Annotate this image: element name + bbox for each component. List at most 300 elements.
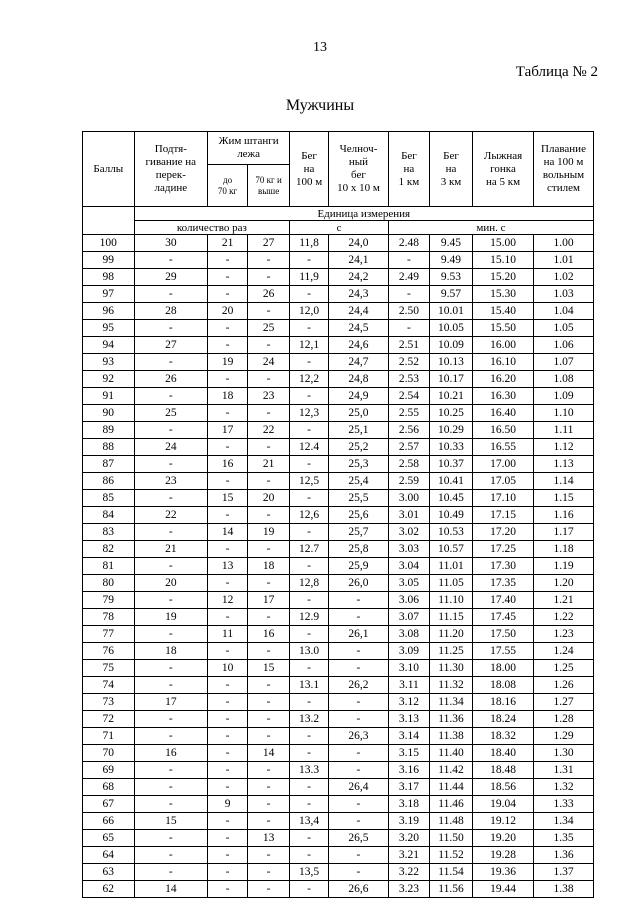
table-row xyxy=(83,796,594,813)
cell-bench-70-plus: - xyxy=(248,847,290,864)
cell-bench-70-plus: 18 xyxy=(248,558,290,575)
cell-run-1km: 2.53 xyxy=(388,371,429,388)
cell-bench-70-plus: 15 xyxy=(248,660,290,677)
cell-swim-100m: 1.06 xyxy=(534,337,594,354)
header-unit-minutes: мин. с xyxy=(388,221,593,235)
cell-pullups: 23 xyxy=(134,473,208,490)
cell-bench-under-70: 19 xyxy=(208,354,248,371)
cell-shuttle-run: - xyxy=(329,796,389,813)
header-ski-5km: Лыжная гонка на 5 км xyxy=(473,132,534,207)
cell-ski-5km: 16.40 xyxy=(473,405,534,422)
cell-ski-5km: 17.40 xyxy=(473,592,534,609)
cell-run-100m: 12,5 xyxy=(290,473,329,490)
cell-ski-5km: 16.10 xyxy=(473,354,534,371)
cell-points: 74 xyxy=(83,677,135,694)
cell-run-3km: 9.53 xyxy=(429,269,472,286)
cell-bench-70-plus: 21 xyxy=(248,456,290,473)
cell-bench-under-70: - xyxy=(208,371,248,388)
cell-swim-100m: 1.21 xyxy=(534,592,594,609)
cell-points: 99 xyxy=(83,252,135,269)
cell-ski-5km: 19.04 xyxy=(473,796,534,813)
cell-points: 93 xyxy=(83,354,135,371)
standards-table xyxy=(82,131,594,898)
cell-ski-5km: 18.16 xyxy=(473,694,534,711)
cell-run-3km: 10.29 xyxy=(429,422,472,439)
cell-ski-5km: 19.12 xyxy=(473,813,534,830)
cell-run-100m: 12,1 xyxy=(290,337,329,354)
cell-run-3km: 10.53 xyxy=(429,524,472,541)
cell-pullups: - xyxy=(134,286,208,303)
cell-bench-70-plus: - xyxy=(248,337,290,354)
cell-swim-100m: 1.30 xyxy=(534,745,594,762)
cell-points: 85 xyxy=(83,490,135,507)
cell-run-100m: - xyxy=(290,558,329,575)
cell-pullups: - xyxy=(134,456,208,473)
cell-swim-100m: 1.27 xyxy=(534,694,594,711)
cell-run-3km: 10.09 xyxy=(429,337,472,354)
cell-shuttle-run: 26,4 xyxy=(329,779,389,796)
cell-bench-under-70: - xyxy=(208,711,248,728)
cell-run-100m: 13.2 xyxy=(290,711,329,728)
cell-run-100m: - xyxy=(290,354,329,371)
cell-ski-5km: 19.20 xyxy=(473,830,534,847)
cell-shuttle-run: - xyxy=(329,660,389,677)
cell-bench-under-70: 18 xyxy=(208,388,248,405)
cell-ski-5km: 18.08 xyxy=(473,677,534,694)
cell-pullups: - xyxy=(134,320,208,337)
cell-swim-100m: 1.09 xyxy=(534,388,594,405)
cell-pullups: - xyxy=(134,864,208,881)
cell-pullups: - xyxy=(134,626,208,643)
cell-shuttle-run: 24,5 xyxy=(329,320,389,337)
cell-bench-under-70: - xyxy=(208,694,248,711)
cell-bench-under-70: 14 xyxy=(208,524,248,541)
table-row xyxy=(83,354,594,371)
header-shuttle-run: Челноч- ный бег 10 х 10 м xyxy=(329,132,389,207)
cell-shuttle-run: 24,7 xyxy=(329,354,389,371)
table-row xyxy=(83,813,594,830)
header-run-100m: Бег на 100 м xyxy=(290,132,329,207)
cell-shuttle-run: 24,6 xyxy=(329,337,389,354)
cell-shuttle-run: 25,1 xyxy=(329,422,389,439)
cell-run-3km: 11.25 xyxy=(429,643,472,660)
cell-bench-under-70: - xyxy=(208,286,248,303)
page-number: 13 xyxy=(313,40,327,55)
cell-bench-70-plus: - xyxy=(248,541,290,558)
cell-points: 86 xyxy=(83,473,135,490)
cell-points: 63 xyxy=(83,864,135,881)
cell-run-100m: - xyxy=(290,779,329,796)
cell-run-100m: - xyxy=(290,388,329,405)
cell-run-3km: 10.05 xyxy=(429,320,472,337)
cell-ski-5km: 18.56 xyxy=(473,779,534,796)
table-row xyxy=(83,269,594,286)
cell-ski-5km: 17.45 xyxy=(473,609,534,626)
cell-shuttle-run: 25,8 xyxy=(329,541,389,558)
cell-ski-5km: 17.35 xyxy=(473,575,534,592)
cell-run-1km: 2.48 xyxy=(388,235,429,252)
table-row xyxy=(83,660,594,677)
cell-run-100m: 11,8 xyxy=(290,235,329,252)
cell-bench-70-plus: - xyxy=(248,507,290,524)
table-row xyxy=(83,490,594,507)
table-row xyxy=(83,745,594,762)
cell-run-3km: 11.38 xyxy=(429,728,472,745)
cell-shuttle-run: - xyxy=(329,609,389,626)
cell-ski-5km: 15.30 xyxy=(473,286,534,303)
cell-bench-under-70: 13 xyxy=(208,558,248,575)
cell-run-1km: 3.04 xyxy=(388,558,429,575)
cell-pullups: - xyxy=(134,830,208,847)
cell-points: 100 xyxy=(83,235,135,252)
cell-run-3km: 10.21 xyxy=(429,388,472,405)
header-run-3km: Бег на 3 км xyxy=(429,132,472,207)
cell-points: 84 xyxy=(83,507,135,524)
cell-pullups: - xyxy=(134,524,208,541)
cell-ski-5km: 18.00 xyxy=(473,660,534,677)
cell-bench-70-plus: - xyxy=(248,779,290,796)
cell-run-1km: 3.12 xyxy=(388,694,429,711)
cell-swim-100m: 1.35 xyxy=(534,830,594,847)
cell-points: 77 xyxy=(83,626,135,643)
cell-run-1km: - xyxy=(388,320,429,337)
cell-run-1km: 2.55 xyxy=(388,405,429,422)
cell-ski-5km: 17.00 xyxy=(473,456,534,473)
cell-ski-5km: 16.00 xyxy=(473,337,534,354)
cell-points: 88 xyxy=(83,439,135,456)
cell-bench-70-plus: - xyxy=(248,677,290,694)
header-pullups: Подтя- гивание на перек- ладине xyxy=(134,132,208,207)
cell-shuttle-run: 25,6 xyxy=(329,507,389,524)
cell-swim-100m: 1.03 xyxy=(534,286,594,303)
cell-swim-100m: 1.07 xyxy=(534,354,594,371)
cell-run-3km: 10.13 xyxy=(429,354,472,371)
table-row xyxy=(83,320,594,337)
cell-points: 96 xyxy=(83,303,135,320)
cell-bench-70-plus: - xyxy=(248,371,290,388)
cell-run-3km: 11.40 xyxy=(429,745,472,762)
cell-swim-100m: 1.08 xyxy=(534,371,594,388)
cell-ski-5km: 18.24 xyxy=(473,711,534,728)
cell-run-1km: 2.57 xyxy=(388,439,429,456)
cell-run-100m: - xyxy=(290,252,329,269)
cell-run-1km: 3.13 xyxy=(388,711,429,728)
cell-run-1km: 3.09 xyxy=(388,643,429,660)
cell-bench-70-plus: 23 xyxy=(248,388,290,405)
cell-run-3km: 10.33 xyxy=(429,439,472,456)
table-row xyxy=(83,592,594,609)
cell-bench-under-70: 17 xyxy=(208,422,248,439)
cell-run-3km: 10.01 xyxy=(429,303,472,320)
cell-shuttle-run: - xyxy=(329,813,389,830)
table-row xyxy=(83,626,594,643)
cell-ski-5km: 17.15 xyxy=(473,507,534,524)
cell-shuttle-run: 25,2 xyxy=(329,439,389,456)
cell-run-100m: - xyxy=(290,422,329,439)
cell-bench-70-plus: - xyxy=(248,405,290,422)
cell-run-3km: 9.45 xyxy=(429,235,472,252)
cell-run-100m: 12,3 xyxy=(290,405,329,422)
cell-run-100m: 13.3 xyxy=(290,762,329,779)
cell-shuttle-run: 24,8 xyxy=(329,371,389,388)
cell-swim-100m: 1.26 xyxy=(534,677,594,694)
cell-ski-5km: 17.05 xyxy=(473,473,534,490)
cell-ski-5km: 15.20 xyxy=(473,269,534,286)
cell-bench-under-70: - xyxy=(208,830,248,847)
cell-bench-under-70: - xyxy=(208,337,248,354)
cell-ski-5km: 15.00 xyxy=(473,235,534,252)
cell-run-100m: - xyxy=(290,456,329,473)
cell-bench-under-70: 12 xyxy=(208,592,248,609)
cell-run-1km: 2.54 xyxy=(388,388,429,405)
cell-points: 73 xyxy=(83,694,135,711)
cell-swim-100m: 1.37 xyxy=(534,864,594,881)
cell-bench-under-70: - xyxy=(208,762,248,779)
table-row xyxy=(83,439,594,456)
cell-run-100m: 12.9 xyxy=(290,609,329,626)
cell-points: 65 xyxy=(83,830,135,847)
cell-bench-70-plus: - xyxy=(248,575,290,592)
cell-points: 67 xyxy=(83,796,135,813)
cell-bench-under-70: - xyxy=(208,320,248,337)
table-row xyxy=(83,507,594,524)
cell-shuttle-run: 25,7 xyxy=(329,524,389,541)
cell-pullups: 15 xyxy=(134,813,208,830)
cell-run-1km: 3.22 xyxy=(388,864,429,881)
cell-run-100m: 11,9 xyxy=(290,269,329,286)
cell-swim-100m: 1.20 xyxy=(534,575,594,592)
cell-shuttle-run: 26,3 xyxy=(329,728,389,745)
cell-pullups: 21 xyxy=(134,541,208,558)
cell-bench-under-70: - xyxy=(208,405,248,422)
cell-swim-100m: 1.05 xyxy=(534,320,594,337)
cell-run-100m: - xyxy=(290,660,329,677)
cell-bench-70-plus: - xyxy=(248,864,290,881)
cell-run-3km: 10.45 xyxy=(429,490,472,507)
cell-bench-70-plus: - xyxy=(248,762,290,779)
cell-ski-5km: 17.10 xyxy=(473,490,534,507)
cell-ski-5km: 17.30 xyxy=(473,558,534,575)
cell-run-3km: 9.57 xyxy=(429,286,472,303)
table-body xyxy=(83,235,594,898)
cell-ski-5km: 19.28 xyxy=(473,847,534,864)
table-row xyxy=(83,575,594,592)
cell-points: 83 xyxy=(83,524,135,541)
cell-run-1km: 3.06 xyxy=(388,592,429,609)
cell-run-100m: - xyxy=(290,490,329,507)
cell-bench-under-70: - xyxy=(208,864,248,881)
cell-points: 94 xyxy=(83,337,135,354)
cell-points: 97 xyxy=(83,286,135,303)
cell-bench-70-plus: 24 xyxy=(248,354,290,371)
header-unit-seconds: с xyxy=(290,221,389,235)
cell-points: 69 xyxy=(83,762,135,779)
cell-bench-under-70: - xyxy=(208,728,248,745)
cell-bench-70-plus: 26 xyxy=(248,286,290,303)
table-row xyxy=(83,677,594,694)
cell-shuttle-run: - xyxy=(329,592,389,609)
cell-swim-100m: 1.33 xyxy=(534,796,594,813)
cell-swim-100m: 1.24 xyxy=(534,643,594,660)
cell-run-100m: 13,5 xyxy=(290,864,329,881)
cell-bench-under-70: 20 xyxy=(208,303,248,320)
cell-run-100m: 13.0 xyxy=(290,643,329,660)
cell-run-3km: 10.37 xyxy=(429,456,472,473)
table-caption: Мужчины xyxy=(285,97,355,114)
table-row xyxy=(83,524,594,541)
cell-bench-under-70: 9 xyxy=(208,796,248,813)
cell-bench-under-70: - xyxy=(208,677,248,694)
table-row xyxy=(83,456,594,473)
cell-bench-under-70: - xyxy=(208,252,248,269)
cell-bench-under-70: - xyxy=(208,541,248,558)
cell-shuttle-run: - xyxy=(329,745,389,762)
cell-bench-under-70: 11 xyxy=(208,626,248,643)
cell-bench-70-plus: 17 xyxy=(248,592,290,609)
cell-run-100m: - xyxy=(290,626,329,643)
cell-bench-70-plus: - xyxy=(248,881,290,898)
cell-run-1km: 2.51 xyxy=(388,337,429,354)
cell-points: 82 xyxy=(83,541,135,558)
cell-bench-70-plus: - xyxy=(248,269,290,286)
cell-bench-70-plus: 20 xyxy=(248,490,290,507)
table-row xyxy=(83,541,594,558)
cell-points: 75 xyxy=(83,660,135,677)
header-run-1km: Бег на 1 км xyxy=(388,132,429,207)
cell-shuttle-run: 25,5 xyxy=(329,490,389,507)
cell-bench-70-plus: - xyxy=(248,796,290,813)
cell-run-1km: 3.23 xyxy=(388,881,429,898)
cell-bench-under-70: 16 xyxy=(208,456,248,473)
cell-ski-5km: 19.36 xyxy=(473,864,534,881)
cell-pullups: - xyxy=(134,354,208,371)
cell-swim-100m: 1.02 xyxy=(534,269,594,286)
cell-run-1km: 3.19 xyxy=(388,813,429,830)
cell-bench-70-plus: 22 xyxy=(248,422,290,439)
cell-ski-5km: 19.44 xyxy=(473,881,534,898)
cell-swim-100m: 1.19 xyxy=(534,558,594,575)
table-row xyxy=(83,286,594,303)
cell-shuttle-run: 25,3 xyxy=(329,456,389,473)
cell-pullups: 27 xyxy=(134,337,208,354)
cell-swim-100m: 1.17 xyxy=(534,524,594,541)
cell-swim-100m: 1.18 xyxy=(534,541,594,558)
cell-run-100m: 12,6 xyxy=(290,507,329,524)
table-row xyxy=(83,303,594,320)
cell-run-3km: 10.57 xyxy=(429,541,472,558)
cell-shuttle-run: 26,2 xyxy=(329,677,389,694)
cell-pullups: 20 xyxy=(134,575,208,592)
cell-run-3km: 10.17 xyxy=(429,371,472,388)
cell-run-1km: 3.10 xyxy=(388,660,429,677)
cell-pullups: - xyxy=(134,762,208,779)
cell-bench-under-70: - xyxy=(208,643,248,660)
cell-run-100m: - xyxy=(290,830,329,847)
cell-run-1km: - xyxy=(388,286,429,303)
cell-points: 91 xyxy=(83,388,135,405)
cell-points: 66 xyxy=(83,813,135,830)
table-row xyxy=(83,473,594,490)
cell-run-1km: 2.52 xyxy=(388,354,429,371)
cell-bench-70-plus: - xyxy=(248,609,290,626)
header-points: Баллы xyxy=(83,132,135,207)
cell-swim-100m: 1.11 xyxy=(534,422,594,439)
cell-shuttle-run: 24,3 xyxy=(329,286,389,303)
cell-swim-100m: 1.00 xyxy=(534,235,594,252)
cell-points: 87 xyxy=(83,456,135,473)
cell-pullups: 16 xyxy=(134,745,208,762)
header-bench-70-plus: 70 кг и выше xyxy=(248,165,290,207)
cell-points: 76 xyxy=(83,643,135,660)
cell-shuttle-run: - xyxy=(329,847,389,864)
cell-bench-under-70: - xyxy=(208,813,248,830)
table-row xyxy=(83,728,594,745)
cell-bench-70-plus: 25 xyxy=(248,320,290,337)
cell-run-100m: - xyxy=(290,592,329,609)
cell-bench-under-70: 10 xyxy=(208,660,248,677)
cell-pullups: - xyxy=(134,558,208,575)
cell-pullups: 22 xyxy=(134,507,208,524)
cell-swim-100m: 1.28 xyxy=(534,711,594,728)
header-unit-count: количество раз xyxy=(134,221,290,235)
cell-pullups: 14 xyxy=(134,881,208,898)
cell-run-1km: 3.03 xyxy=(388,541,429,558)
cell-shuttle-run: - xyxy=(329,762,389,779)
table-row xyxy=(83,847,594,864)
cell-bench-70-plus: - xyxy=(248,439,290,456)
cell-swim-100m: 1.32 xyxy=(534,779,594,796)
cell-run-1km: 3.00 xyxy=(388,490,429,507)
cell-bench-under-70: - xyxy=(208,269,248,286)
cell-bench-under-70: - xyxy=(208,779,248,796)
cell-ski-5km: 16.30 xyxy=(473,388,534,405)
cell-shuttle-run: - xyxy=(329,864,389,881)
table-row xyxy=(83,881,594,898)
cell-points: 68 xyxy=(83,779,135,796)
cell-run-1km: 3.20 xyxy=(388,830,429,847)
cell-ski-5km: 17.50 xyxy=(473,626,534,643)
cell-run-3km: 11.42 xyxy=(429,762,472,779)
cell-bench-under-70: - xyxy=(208,847,248,864)
cell-pullups: 18 xyxy=(134,643,208,660)
cell-points: 92 xyxy=(83,371,135,388)
cell-ski-5km: 17.20 xyxy=(473,524,534,541)
cell-shuttle-run: 26,6 xyxy=(329,881,389,898)
table-row xyxy=(83,235,594,252)
cell-bench-70-plus: 19 xyxy=(248,524,290,541)
cell-points: 78 xyxy=(83,609,135,626)
cell-pullups: 29 xyxy=(134,269,208,286)
cell-swim-100m: 1.31 xyxy=(534,762,594,779)
cell-run-3km: 11.01 xyxy=(429,558,472,575)
cell-run-1km: 3.01 xyxy=(388,507,429,524)
header-swim-100m: Плавание на 100 м вольным стилем xyxy=(534,132,594,207)
cell-pullups: - xyxy=(134,252,208,269)
cell-bench-70-plus: - xyxy=(248,643,290,660)
cell-points: 80 xyxy=(83,575,135,592)
cell-run-3km: 11.36 xyxy=(429,711,472,728)
cell-pullups: - xyxy=(134,779,208,796)
cell-pullups: - xyxy=(134,796,208,813)
table-row xyxy=(83,609,594,626)
cell-bench-70-plus: - xyxy=(248,728,290,745)
cell-swim-100m: 1.29 xyxy=(534,728,594,745)
cell-run-3km: 11.10 xyxy=(429,592,472,609)
cell-pullups: - xyxy=(134,388,208,405)
cell-swim-100m: 1.23 xyxy=(534,626,594,643)
cell-bench-70-plus: 14 xyxy=(248,745,290,762)
cell-run-3km: 10.49 xyxy=(429,507,472,524)
